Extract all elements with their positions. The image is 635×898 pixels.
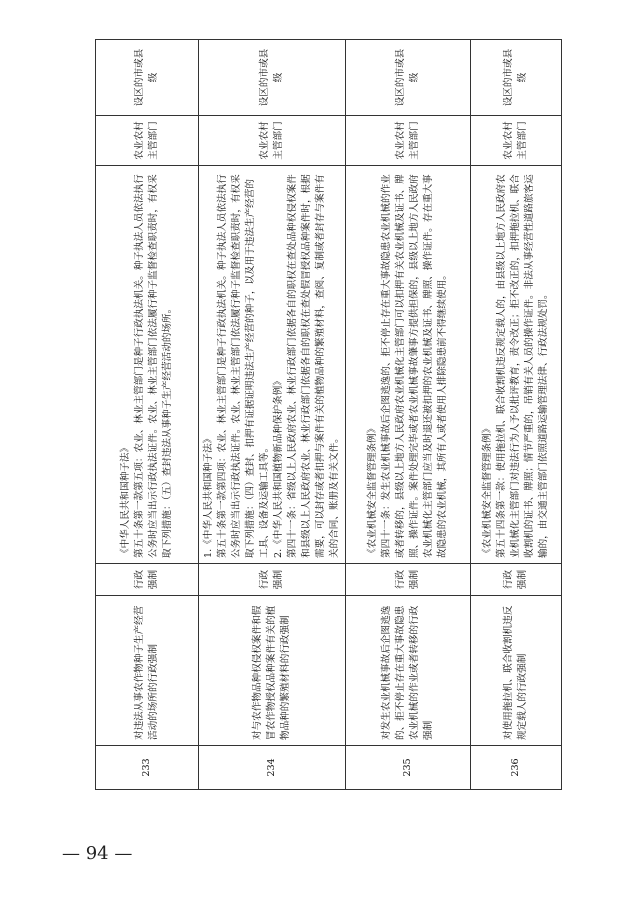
item-name: 对发生农业机械事故后企图逃逸的、拒不停止存在重大事故隐患农业机械的作业或者转移的行政强制 [346, 596, 471, 746]
row-number: 235 [346, 746, 471, 790]
item-type: 行政强制 [199, 564, 346, 596]
basis-article: 第五十条第一款第四项：农业、林业主管部门是种子行政执法机关。种子执法人员依法执行公务时应当出示行政执法证件。农业、林业主管部门依法履行种子监督检查职责时，有权采取下列措施：（四）查封、扣押有证据证明违法生产经营的种子，以及用于违法生产经营的工具、设备及运输工具等。 [217, 174, 270, 558]
item-type: 行政强制 [96, 564, 199, 596]
legal-basis [471, 166, 562, 564]
implementing-level: 设区的市或县级 [199, 40, 346, 116]
responsible-department: 农业农村主管部门 [96, 116, 199, 166]
basis-law-title: 1.《中华人民共和国种子法》 [203, 433, 214, 558]
item-name: 对使用拖拉机、联合收割机违反规定载人的行政强制 [471, 596, 562, 746]
item-type: 行政强制 [471, 564, 562, 596]
basis-article: 第四十一条：发生农业机械事故后企图逃逸的、拒不停止存在重大事故隐患农业机械的作业或者转移的，县级以上地方人民政府农业机械化主管部门可以扣押有关农业机械及证书、牌照、操作证件。案件处理完毕或者农业机械事故肇事方提供担保的，县级以上地方人民政府农业机械化主管部门应当及时退还被扣押的农业机械及证书、牌照、操作证件。存在重大事故隐患的农业机械，其所有人或者使用人排除隐患前不得继续使用。 [381, 174, 448, 558]
basis-law-title: 《农业机械安全监督管理条例》 [482, 423, 493, 558]
implementing-level: 设区的市或县级 [96, 40, 199, 116]
administrative-coercion-table [95, 39, 562, 790]
item-name: 对违法从事农作物种子生产经营活动的场所的行政强制 [96, 596, 199, 746]
legal-basis [96, 166, 199, 564]
implementing-level: 设区的市或县级 [471, 40, 562, 116]
row-number: 236 [471, 746, 562, 790]
page-number: — 94 — [62, 843, 133, 864]
basis-law-title: 2.《中华人民共和国植物新品种保护条例》 [273, 376, 284, 558]
legal-basis [346, 166, 471, 564]
responsible-department: 农业农村主管部门 [471, 116, 562, 166]
basis-law-title: 《农业机械安全监督管理条例》 [367, 423, 378, 558]
responsible-department: 农业农村主管部门 [346, 116, 471, 166]
row-number: 234 [199, 746, 346, 790]
table-row [471, 40, 562, 790]
table-row [346, 40, 471, 790]
item-name: 对与农作物品种权侵权案件和假冒农作物授权品种案件有关的植物品种的繁殖材料的行政强制 [199, 596, 346, 746]
basis-article: 第五十条第一款第五项：农业、林业主管部门是种子行政执法机关。种子执法人员依法执行公务时应当出示行政执法证件。农业、林业主管部门依法履行种子监督检查职责时，有权采取下列措施：（五）查封违法从事种子生产经营活动的场所。 [134, 174, 173, 558]
basis-law-title: 《中华人民共和国种子法》 [120, 442, 131, 558]
basis-article: 第五十四条第一款：使用拖拉机、联合收割机违反规定载人的，由县级以上地方人民政府农业机械化主管部门对违法行为人予以批评教育，责令改正；拒不改正的，扣押拖拉机、联合收割机的证书、牌照；情节严重的，吊销有关人员的操作证件。非法从事经营性道路旅客运输的，由交通主管部门依照道路运输管理法律、行政法规处罚。 [496, 174, 549, 558]
responsible-department: 农业农村主管部门 [199, 116, 346, 166]
implementing-level: 设区的市或县级 [346, 40, 471, 116]
table-row [199, 40, 346, 790]
basis-article: 第四十一条：省级以上人民政府农业、林业行政部门依据各自的职权在查处品种权侵权案件和县级以上人民政府农业、林业行政部门依据各自的职权在查处假冒授权品种案件时，根据需要，可以封存或者扣押与案件有关的植物品种的繁殖材料，查阅、复制或者封存与案件有关的合同、账册及有关文件。 [287, 174, 340, 558]
legal-basis [199, 166, 346, 564]
item-type: 行政强制 [346, 564, 471, 596]
table-row [96, 40, 199, 790]
row-number: 233 [96, 746, 199, 790]
rotated-table-container [95, 40, 549, 790]
